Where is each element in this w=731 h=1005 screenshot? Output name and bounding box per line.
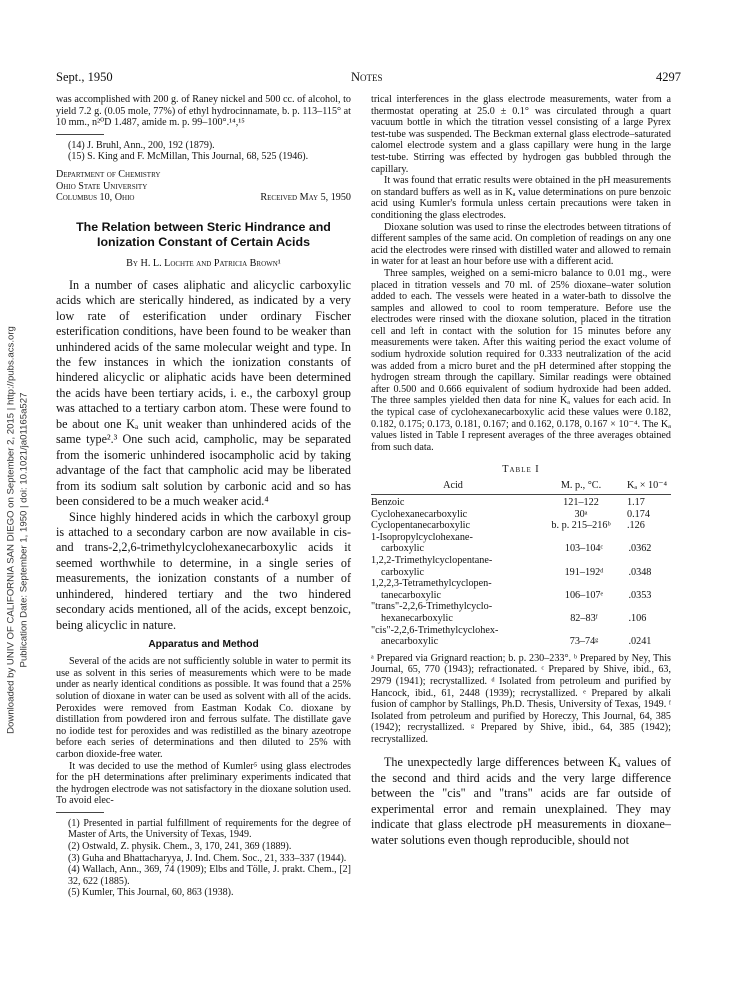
- cell-ka: .106: [628, 612, 647, 624]
- left-column: [56, 94, 351, 899]
- cell-acid: 1-Isopropylcyclohexane-: [371, 531, 473, 543]
- body-paragraph: Three samples, weighed on a semi-micro balance to 0.01 mg., were placed in titration vessels and 70 ml. of 25% dioxane–water solution added to each. The vessels were heated in a water-bath to dissolve the samples and allowed to cool to room temperature. Before use the electrodes were rinsed with the dioxane solution, placed in the titration cell and left in contact with the solution for 15 minutes before any measurements were taken. After this waiting period the exact volume of sodium hydroxide solution required for 0.333 neutralization of the acid was added from a micro buret and the pH determined after stopping the hydrogen stream through the capillary. Similar readings were obtained after 0.500 and 0.666 equivalent of sodium hydroxide had been added. The three samples yielded then data for nine Kₐ values for each acid. In the typical case of cyclohexanecarboxylic acid these values were 0.182, 0.182, 0.175; 0.173, 0.181, 0.167; and 0.162, 0.178, 0.167 × 10⁻⁴. The Kₐ values listed in Table I represent averages of the three averages obtained from such data.: [371, 267, 671, 453]
- cell-ka: 1.17: [627, 497, 645, 508]
- cell-ka: .0362: [628, 543, 652, 555]
- cell-acid: 1,2,2-Trimethylcyclopentane-: [371, 554, 493, 566]
- section-heading: Apparatus and Method: [148, 639, 259, 651]
- table-row: [371, 601, 671, 613]
- cell-mp: 191–192ᵈ: [564, 566, 604, 578]
- body-paragraph: Several of the acids are not sufficiently soluble in water to permit its use as solvent in this series of measurements which were to be made under as nearly identical conditions as possible. It was found that a 25% solution of dioxane in water can be used as solvent with all of the acids. Peroxides were removed from Eastman Kodak Co. dioxane by distillation from powdered iron and ferrous sulfate. The distillate gave no iodide test for peroxides and was redistilled as the binary azeotrope before each series of determinations and then diluted to 25% with carbon dioxide-free water.: [56, 656, 351, 760]
- table-row: [371, 590, 671, 602]
- column-header-acid: Acid: [443, 480, 463, 492]
- cell-acid: Cyclopentanecarboxylic: [371, 520, 471, 532]
- download-watermark: [2, 150, 34, 910]
- body-paragraph: It was decided to use the method of Kumler⁵ using glass electrodes for the pH determinations after preliminary experiments indicated that the hydrogen electrode was not satisfactory in the dioxane solution used. To avoid elec-: [56, 760, 351, 807]
- cell-mp: b. p. 215–216ᵇ: [551, 520, 611, 532]
- cell-ka: 0.174: [627, 508, 650, 520]
- body-paragraph: Since highly hindered acids in which the carboxyl group is attached to a secondary carbon are now available in cis- and trans-2,2,6-trimethylcyclohexanecarboxylic acids it seemed worthwhile to determine, in a single series of measurements, the ionization constants of a number of unhindered, hindered tertiary and the two hindered secondary acids mentioned, all of the acids, except benzoic, being alicyclic in nature.: [56, 509, 351, 632]
- body-paragraph: trical interferences in the glass electrode measurements, water from a thermostat operating at 25.0 ± 0.1° was circulated through a quart vacuum bottle in which the titration vessel consisting of a large Pyrex test-tube was suspended. The Beckman external glass electrode–saturated calomel electrode system and a glass capillary were hung in the large test-tube. Stirring was effected by hydrogen gas bubbled through the capillary.: [371, 94, 671, 175]
- page-number: 4297: [656, 70, 681, 84]
- cell-mp: [535, 625, 627, 637]
- cell-ka: [627, 578, 671, 590]
- cell-ka: [627, 601, 671, 613]
- cell-mp: [535, 601, 627, 613]
- previous-article-text: was accomplished with 200 g. of Raney nickel and 500 cc. of alcohol, to yield 7.2 g. (0.05 mole, 77%) of ethyl hydrocinnamate, b. p. 113–115° at 10 mm., n²⁰D 1.487, amide m. p. 99–100°.¹⁴,¹⁵: [56, 94, 351, 129]
- cell-mp: 103–104ᶜ: [564, 543, 604, 555]
- data-table: [371, 480, 671, 647]
- footnote: (5) Kumler, This Journal, 60, 863 (1938).: [68, 887, 234, 899]
- footnote: (1) Presented in partial fulfillment of requirements for the degree of Master of Arts, the University of Texas, 1949.: [68, 817, 351, 841]
- cell-mp: 30ᵃ: [574, 508, 588, 520]
- cell-mp: 73–74ᵍ: [569, 636, 599, 648]
- table-row: [371, 625, 671, 637]
- table-row: [371, 567, 671, 579]
- table-row: [371, 636, 671, 648]
- body-paragraph: Dioxane solution was used to rinse the electrodes between titrations of different samples of the same acid. On completion of readings on any one acid the electrodes were rinsed with distilled water and allowed to remain in water for at least an hour before use with a different acid.: [371, 221, 671, 268]
- footnote: (3) Guha and Bhattacharyya, J. Ind. Chem. Soc., 21, 333–337 (1944).: [68, 852, 347, 864]
- cell-acid: "trans"-2,2,6-Trimethylcyclo-: [371, 601, 493, 613]
- footnote-rule: [56, 134, 104, 135]
- cell-ka: [627, 625, 671, 637]
- author-address: [56, 169, 351, 204]
- download-line[interactable]: Downloaded by UNIV OF CALIFORNIA SAN DIEGO on September 2, 2015 | http://pubs.acs.org: [5, 326, 17, 734]
- footnote-rule: [56, 812, 104, 813]
- cell-acid: "cis"-2,2,6-Trimethylcyclohex-: [371, 624, 499, 636]
- table-row: [371, 555, 671, 567]
- cell-ka: [627, 555, 671, 567]
- cell-ka: .0241: [628, 636, 652, 648]
- footnote: (15) S. King and F. McMillan, This Journal, 68, 525 (1946).: [68, 151, 309, 163]
- table-row: [371, 497, 671, 509]
- cell-acid: carboxylic: [381, 543, 424, 555]
- byline: By H. L. Lochte and Patricia Brown¹: [126, 257, 281, 269]
- table-row: [371, 578, 671, 590]
- cell-ka: .0353: [628, 589, 652, 601]
- article-title: The Relation between Steric Hindrance and Ionization Constant of Certain Acids: [76, 219, 331, 249]
- table-notes: ᵃ Prepared via Grignard reaction; b. p. 230–233°. ᵇ Prepared by Ney, This Journal, 65, 770 (1943); refractionated. ᶜ Prepared by Shive, ibid., 63, 2979 (1941); recrystallized. ᵈ Isolated from petroleum and purified by Hancock, ibid., 61, 2448 (1939); recrystallized. ᵉ Prepared by alkali fusion of camphor by Stallings, Ph.D. Thesis, University of Texas, 1949. ᶠ Isolated from petroleum and purified by Horeczy, This Journal, 64, 385 (1942); recrystallized. ᵍ Prepared by Shive, ibid., 64, 385 (1942); recrystallized.: [371, 652, 671, 745]
- cell-ka: .126: [627, 520, 645, 532]
- table-header-row: [371, 480, 671, 495]
- header-section: Notes: [351, 70, 383, 84]
- cell-mp: [535, 555, 627, 567]
- cell-acid: hexanecarboxylic: [381, 612, 453, 624]
- cell-mp: [535, 532, 627, 544]
- body-paragraph: It was found that erratic results were obtained in the pH measurements on standard buffers as well as in Kₐ value determinations on pure benzoic acid using Kumler's formula unless certain precautions were taken in conditioning the glass electrodes.: [371, 175, 671, 221]
- right-column: [371, 94, 671, 848]
- cell-ka: [627, 532, 671, 544]
- cell-mp: 106–107ᵉ: [564, 589, 604, 601]
- footnote: (14) J. Bruhl, Ann., 200, 192 (1879).: [68, 139, 215, 151]
- column-header-ka: Kₐ × 10⁻⁴: [627, 480, 668, 492]
- footnote: (4) Wallach, Ann., 369, 74 (1909); Elbs and Tölle, J. prakt. Chem., [2] 32, 622 (1885).: [68, 864, 351, 887]
- table-row: [371, 532, 671, 544]
- page-header: [56, 70, 681, 86]
- body-paragraph: The unexpectedly large differences between Kₐ values of the second and third acids and the very large difference between the "cis" and "trans" acids are far outside of experimental error and remain unexplained. They may indicate that glass electrode pH measurements in dioxane–water solutions even though reproducible, should not: [371, 755, 671, 847]
- header-date: Sept., 1950: [56, 70, 113, 84]
- received-date: Received May 5, 1950: [260, 192, 351, 204]
- cell-acid: tanecarboxylic: [381, 589, 441, 601]
- table-body: [371, 497, 671, 648]
- cell-mp: [535, 578, 627, 590]
- cell-acid: 1,2,2,3-Tetramethylcyclopen-: [371, 578, 492, 590]
- column-header-mp: M. p., °C.: [560, 480, 602, 492]
- cell-acid: carboxylic: [381, 566, 424, 578]
- footnote: (2) Ostwald, Z. physik. Chem., 3, 170, 241, 369 (1889).: [68, 841, 292, 853]
- cell-mp: 82–83ᶠ: [570, 612, 598, 624]
- cell-acid: anecarboxylic: [381, 636, 439, 648]
- publication-line[interactable]: Publication Date: September 1, 1950 | doi: 10.1021/ja01165a527: [18, 392, 29, 668]
- cell-acid: Benzoic: [371, 497, 405, 508]
- cell-mp: 121–122: [563, 497, 599, 508]
- body-paragraph: In a number of cases aliphatic and alicyclic carboxylic acids which are sterically hindered, as indicated by a very low rate of esterification under ordinary Fischer esterification conditions, have been found to be weaker than unhindered acids of the same molecular weight and type. In the few instances in which the ionization constants of hindered alicyclic or aliphatic acids have been determined the acids have been tertiary acids, i. e., the carboxyl group was attached to a tertiary carbon atom. These were found to be about one Kₐ unit weaker than unhindered acids of the same type².³ One such acid, campholic, may be separated from the isomeric unhindered isocampholic acid by taking advantage of the fact that campholic acid may be liberated from its sodium salt solution by carbonic acid and so has been considered to be a much weaker acid.⁴: [56, 277, 351, 509]
- city: Columbus 10, Ohio: [56, 192, 135, 204]
- university: Ohio State University: [56, 180, 148, 192]
- cell-ka: .0348: [628, 566, 652, 578]
- department: Department of Chemistry: [56, 168, 161, 180]
- cell-acid: Cyclohexanecarboxylic: [371, 508, 468, 520]
- table-row: [371, 613, 671, 625]
- table-row: [371, 543, 671, 555]
- table-title: Table I: [502, 464, 540, 476]
- table-row: [371, 509, 671, 521]
- table-row: [371, 520, 671, 532]
